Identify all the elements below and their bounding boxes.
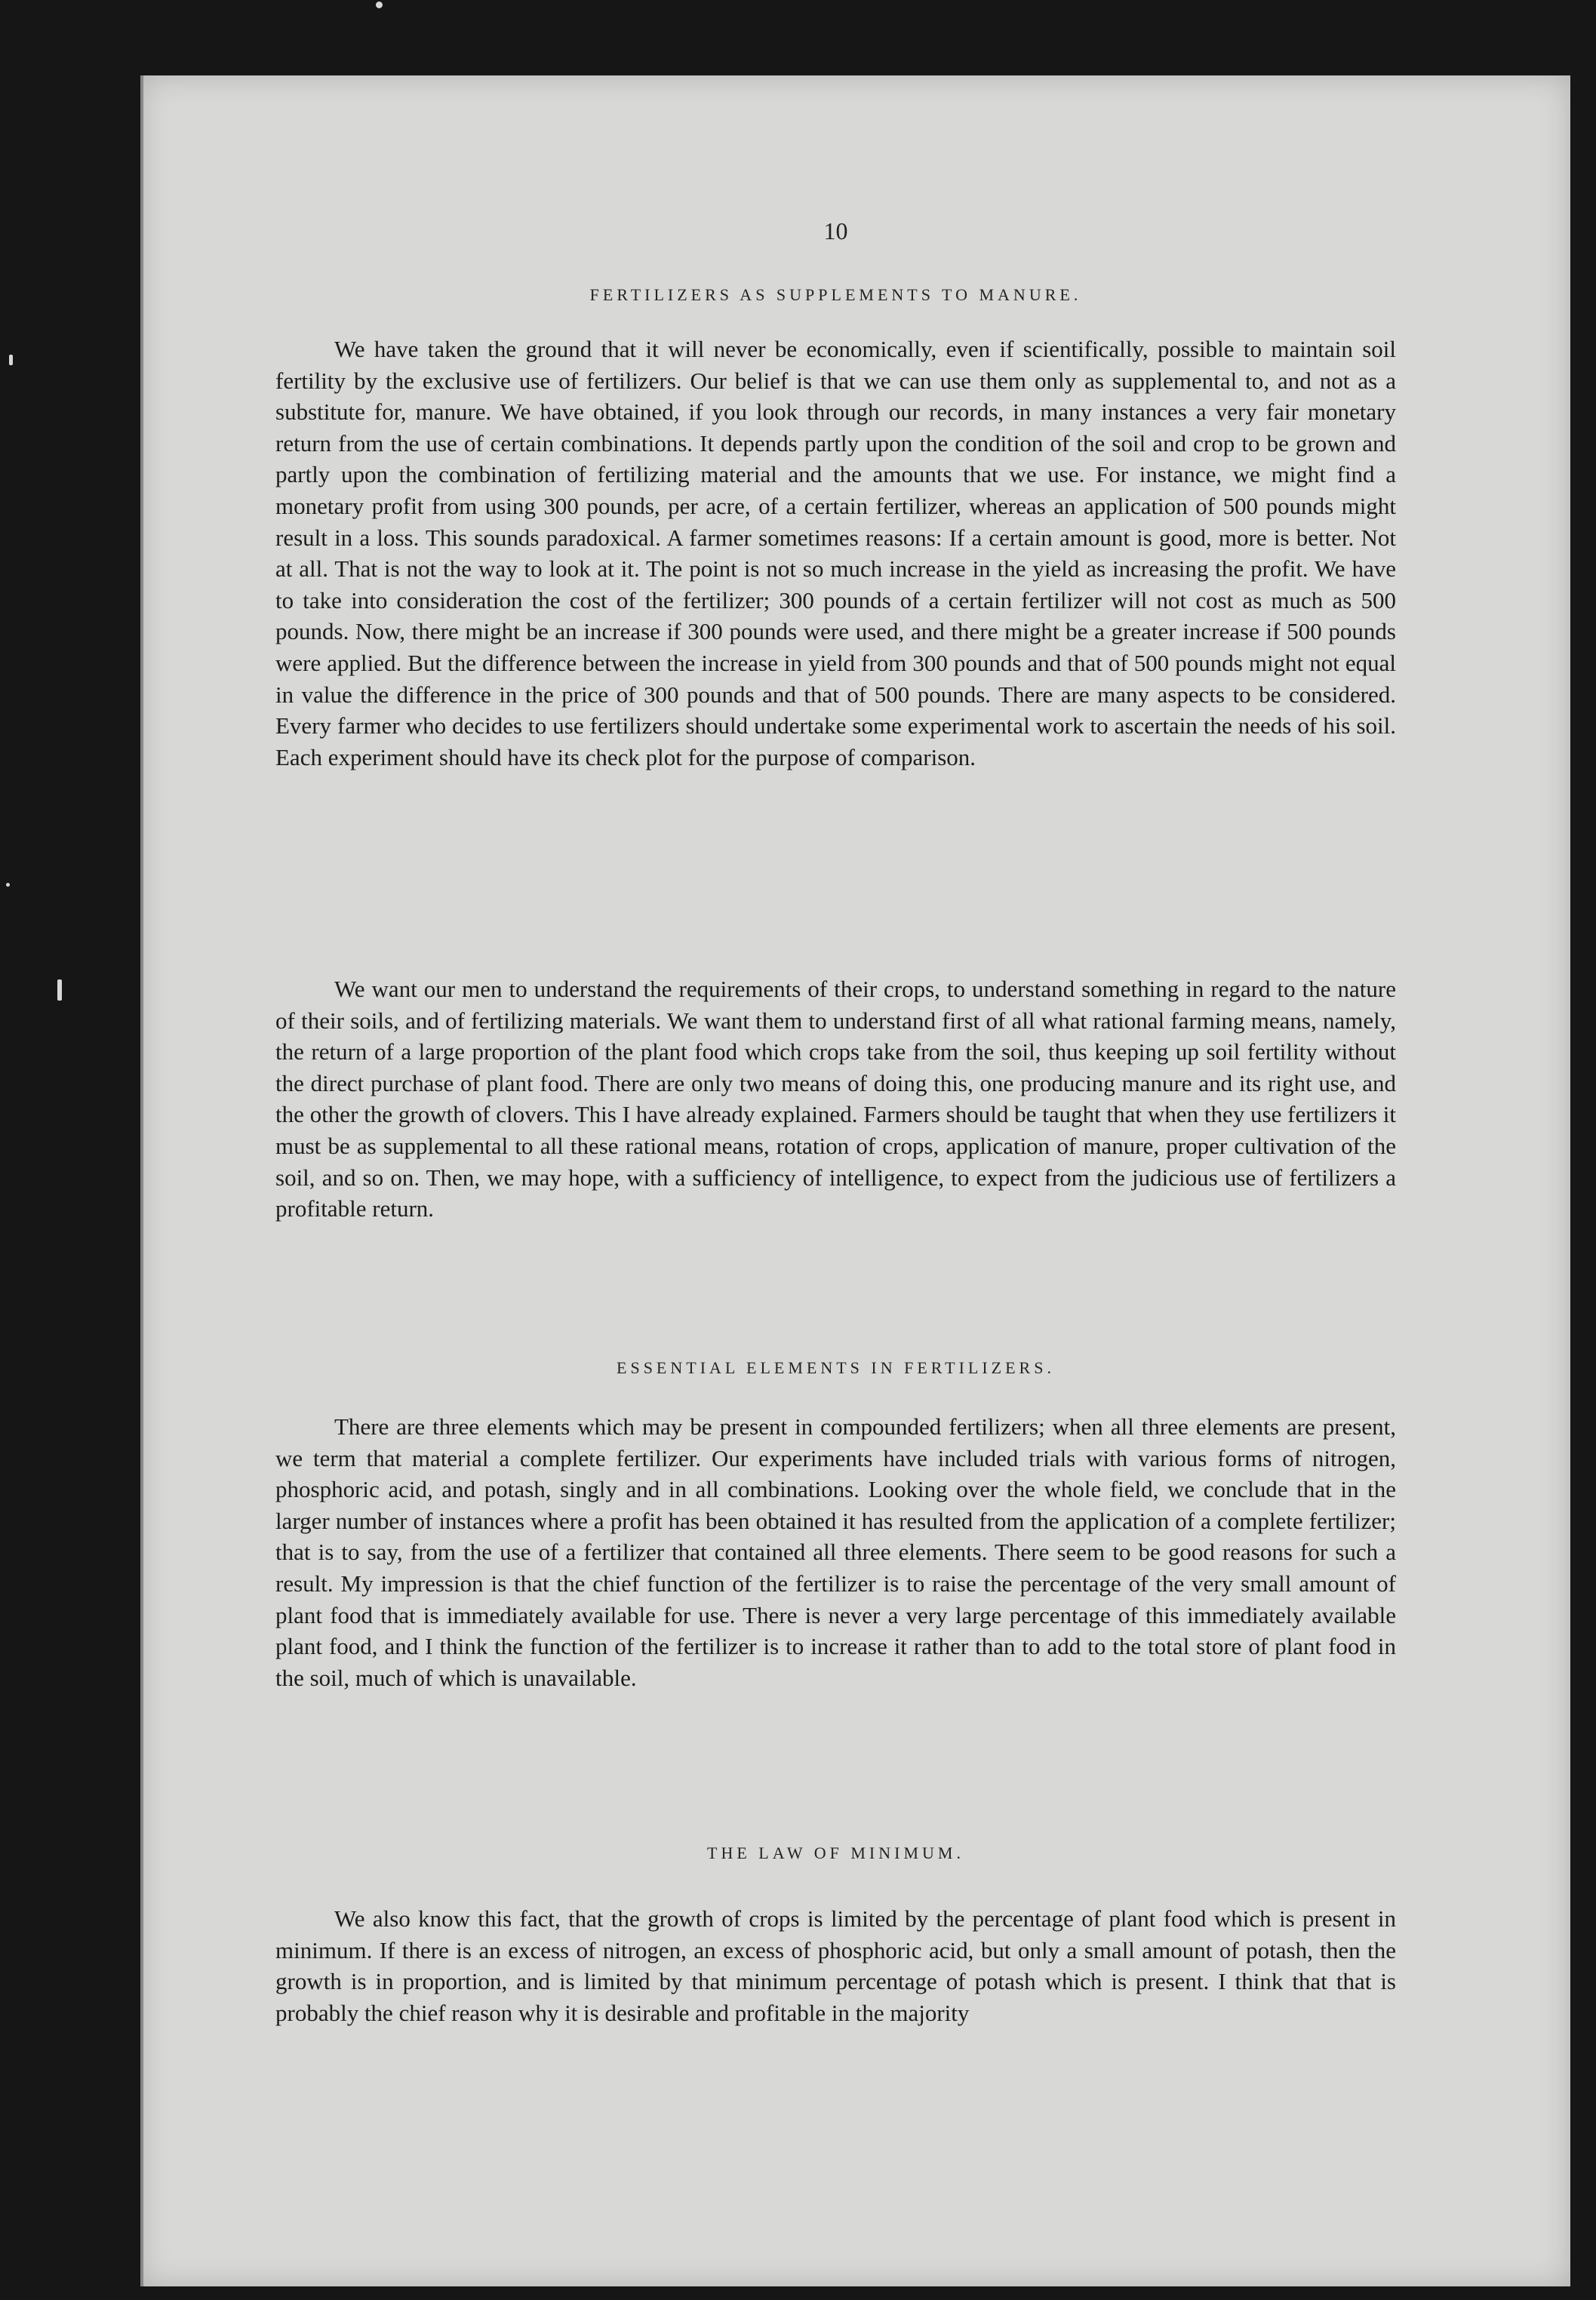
page-number: 10 xyxy=(823,217,848,244)
scan-speck xyxy=(57,979,62,1001)
section-heading: ESSENTIAL ELEMENTS IN FERTILIZERS. xyxy=(617,1358,1055,1377)
scan-speck xyxy=(376,2,383,8)
body-paragraph: We also know this fact, that the growth of crops is limited by the percentage of plant food which is present in minimum. If there is an excess of nitrogen, an excess of phosphoric acid, but only a small amount of potash, then the growth is in proportion, and is limited by that minimum percentage of potash which is present. I think that that is probably the chief reason why it is desirable and profitable in the majority xyxy=(275,1905,1396,2026)
body-paragraph: We have taken the ground that it will never be economically, even if scientifically, possible to maintain soil fertility by the exclusive use of fertilizers. Our belief is that we can use them only as supplemental to, and not as a substitute for, manure. We have obtained, if you look through our records, in many instances a very fair monetary return from the use of certain combinations. It depends partly upon the condition of the soil and crop to be grown and partly upon the combination of fertilizing material and the amounts that we use. For instance, we might find a monetary profit from using 300 pounds, per acre, of a certain fertilizer, whereas an application of 500 pounds might result in a loss. This sounds paradoxical. A farmer sometimes reasons: If a certain amount is good, more is better. Not at all. That is not the way to look at it. The point is not so much increase in the yield as increasing the profit. We have to take into consideration the cost of the fertilizer; 300 pounds of a certain fertilizer will not cost as much as 500 pounds. Now, there might be an increase if 300 pounds were used, and there might be a greater increase if 500 pounds were applied. But the difference between the increase in yield from 300 pounds and that of 500 pounds might not equal in value the difference in the price of 300 pounds and that of 500 pounds. There are many aspects to be considered. Every farmer who decides to use fertilizers should undertake some experimental work to ascertain the needs of his soil. Each experiment should have its check plot for the purpose of comparison. xyxy=(275,336,1396,770)
scan-speck xyxy=(6,883,10,887)
section-heading: THE LAW OF MINIMUM. xyxy=(707,1843,964,1862)
scan-speck xyxy=(9,355,13,365)
body-paragraph: We want our men to understand the requirements of their crops, to understand something in regard to the nature of their soils, and of fertilizing materials. We want them to understand first of all what rational farming means, namely, the return of a large proportion of the plant food which crops take from the soil, thus keeping up soil fertility without the direct purchase of plant food. There are only two means of doing this, one producing manure and its right use, and the other the growth of clovers. This I have already explained. Farmers should be taught that when they use fertilizers it must be as supplemental to all these rational means, rotation of crops, application of manure, proper cultivation of the soil, and so on. Then, we may hope, with a sufficiency of intelligence, to expect from the judicious use of fertilizers a profitable return. xyxy=(275,976,1396,1222)
page-edge xyxy=(140,75,143,2286)
body-paragraph: There are three elements which may be present in compounded fertilizers; when all three elements are present, we term that material a complete fertilizer. Our experiments have included trials with various forms of nitrogen, phosphoric acid, and potash, singly and in all combinations. Looking over the whole field, we conclude that in the larger number of instances where a profit has been obtained it has resulted from the application of a complete fertilizer; that is to say, from the use of a fertilizer that contained all three elements. There seem to be good reasons for such a result. My impression is that the chief function of the fertilizer is to raise the percentage of the very small amount of plant food that is immediately available for use. There is never a very large percentage of this immediately available plant food, and I think the function of the fertilizer is to increase it rather than to add to the total store of plant food in the soil, much of which is unavailable. xyxy=(275,1413,1396,1691)
section-heading: FERTILIZERS AS SUPPLEMENTS TO MANURE. xyxy=(589,285,1082,304)
